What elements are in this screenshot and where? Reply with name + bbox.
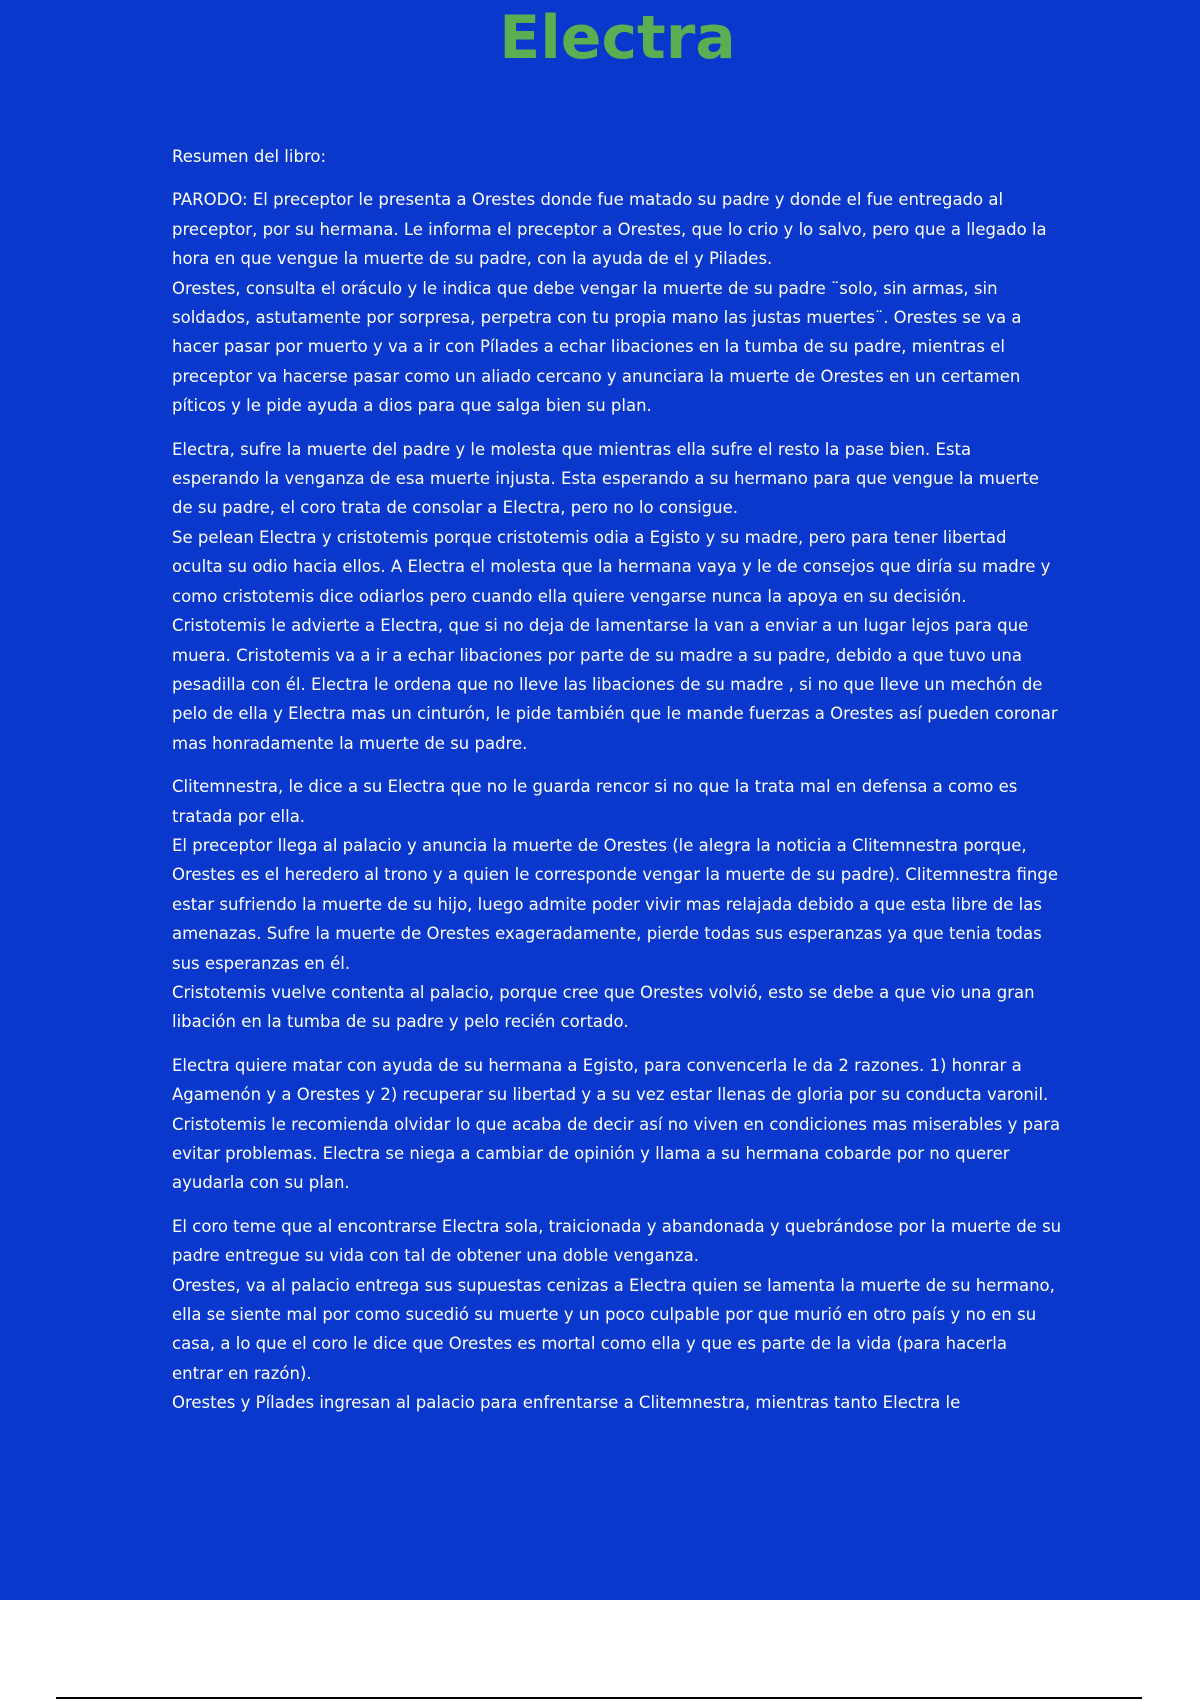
footer-divider (56, 1697, 1142, 1699)
paragraph-3 (172, 772, 1062, 1037)
paragraph-line: Se pelean Electra y cristotemis porque cristotemis odia a Egisto y su madre, pero para tener libertad oculta su odio hacia ellos. A Electra el molesta que la hermana vaya y le de consejos que diría su madre y como cristotemis dice odiarlos pero cuando ella quiere vengarse nunca la apoya en su decisión. (172, 527, 1051, 606)
paragraph-line: Electra, sufre la muerte del padre y le molesta que mientras ella sufre el resto la pase bien. Esta esperando la venganza de esa muerte injusta. Esta esperando a su hermano para que vengue la muerte de su padre, el coro trata de consolar a Electra, pero no lo consigue. (172, 439, 1039, 518)
paragraph-line: Orestes y Pílades ingresan al palacio para enfrentarse a Clitemnestra, mientras tanto Electra le (172, 1393, 961, 1413)
paragraph-line: El preceptor llega al palacio y anuncia la muerte de Orestes (le alegra la noticia a Clitemnestra porque, Orestes es el heredero al trono y a quien le corresponde vengar la muerte de su padre). Clitemnestra finge estar sufriendo la muerte de su hijo, luego admite poder vivir mas relajada debido a que esta libre de las amenazas. Sufre la muerte de Orestes exageradamente, pierde todas sus esperanzas ya que tenia todas sus esperanzas en él. (172, 835, 1058, 973)
paragraph-2 (172, 435, 1062, 758)
document-body (172, 142, 1062, 1432)
paragraph-line: Orestes, consulta el oráculo y le indica que debe vengar la muerte de su padre ¨solo, sin armas, sin soldados, astutamente por sorpresa, perpetra con tu propia mano las justas muertes¨. Orestes se va a hacer pasar por muerto y va a ir con Pílades a echar libaciones en la tumba de su padre, mientras el preceptor va hacerse pasar como un aliado cercano y anunciara la muerte de Orestes en un certamen píticos y le pide ayuda a dios para que salga bien su plan. (172, 278, 1022, 416)
paragraph-5 (172, 1212, 1062, 1418)
paragraph-line: Clitemnestra, le dice a su Electra que no le guarda rencor si no que la trata mal en defensa a como es tratada por ella. (172, 777, 1018, 826)
paragraph-line: PARODO: El preceptor le presenta a Orestes donde fue matado su padre y donde el fue entregado al preceptor, por su hermana. Le informa el preceptor a Orestes, que lo crio y lo salvo, pero que a llegado la hora en que vengue la muerte de su padre, con la ayuda de el y Pilades. (172, 190, 1047, 269)
paragraph-line: El coro teme que al encontrarse Electra sola, traicionada y abandonada y quebrándose por la muerte de su padre entregue su vida con tal de obtener una doble venganza. (172, 1216, 1062, 1266)
paragraph-line: Cristotemis vuelve contenta al palacio, porque cree que Orestes volvió, esto se debe a que vio una gran libación en la tumba de su padre y pelo recién cortado. (172, 982, 1035, 1032)
document-title: Electra (499, 3, 736, 73)
section-heading: Resumen del libro: (172, 147, 327, 166)
paragraph-4 (172, 1051, 1062, 1198)
paragraph-line: Orestes, va al palacio entrega sus supuestas cenizas a Electra quien se lamenta la muerte de su hermano, ella se siente mal por como sucedió su muerte y un poco culpable por que murió en otro país y no en su casa, a lo que el coro le dice que Orestes es mortal como ella y que es parte de la vida (para hacerla entrar en razón). (172, 1275, 1055, 1383)
paragraph-line: Electra quiere matar con ayuda de su hermana a Egisto, para convencerla le da 2 razones. 1) honrar a Agamenón y a Orestes y 2) recuperar su libertad y a su vez estar llenas de gloria por su conducta varonil. Cristotemis le recomienda olvidar lo que acaba de decir así no viven en condiciones mas miserables y para evitar problemas. Electra se niega a cambiar de opinión y llama a su hermana cobarde por no querer ayudarla con su plan. (172, 1055, 1061, 1193)
paragraph-line: Cristotemis le advierte a Electra, que si no deja de lamentarse la van a enviar a un lugar lejos para que muera. Cristotemis va a ir a echar libaciones por parte de su madre a su padre, debido a que tuvo una pesadilla con él. Electra le ordena que no lleve las libaciones de su madre , si no que lleve un mechón de pelo de ella y Electra mas un cinturón, le pide también que le mande fuerzas a Orestes así pueden coronar mas honradamente la muerte de su padre. (172, 616, 1058, 753)
paragraph-1 (172, 185, 1062, 420)
